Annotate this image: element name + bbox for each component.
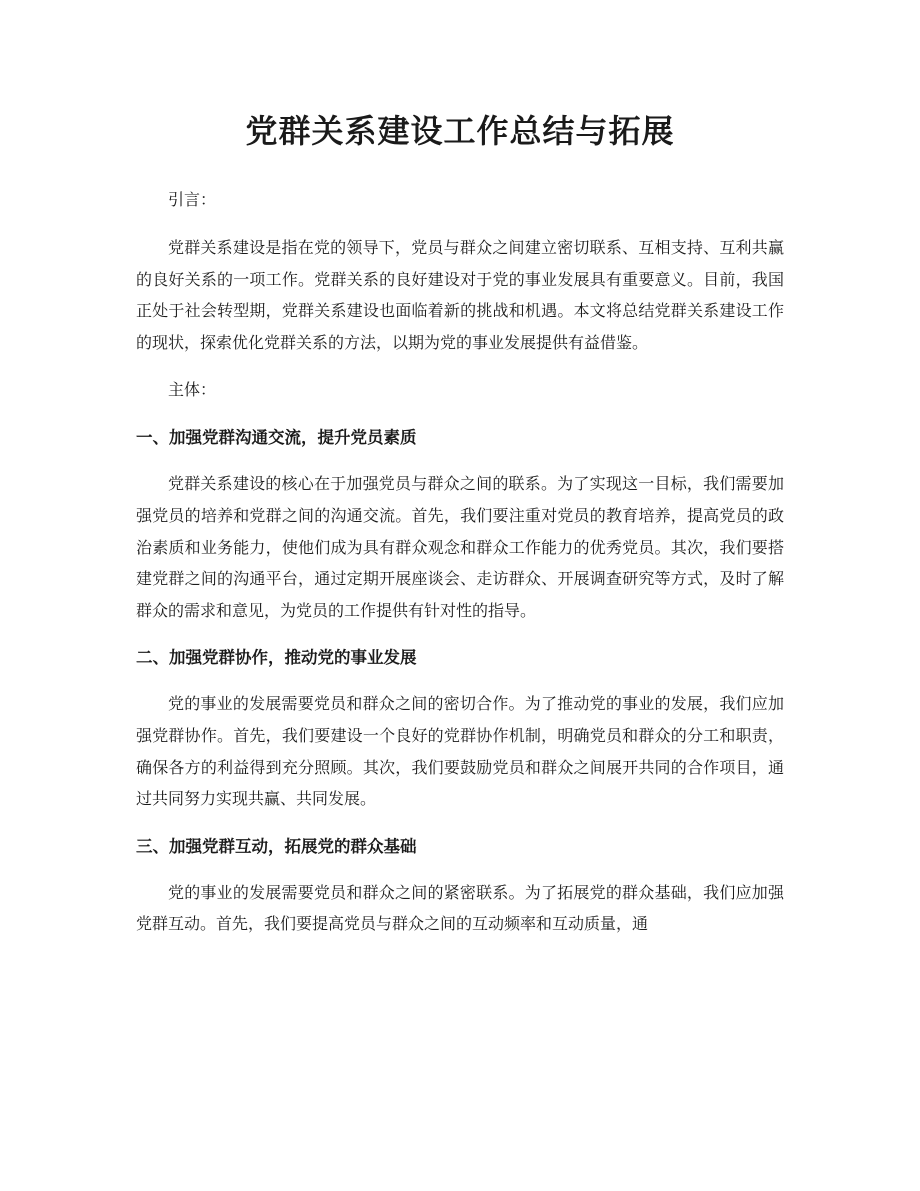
- intro-paragraph: 党群关系建设是指在党的领导下，党员与群众之间建立密切联系、互相支持、互利共赢的良好关系的一项工作。党群关系的良好建设对于党的事业发展具有重要意义。目前，我国正处于社会转型期，党群关系建设也面临着新的挑战和机遇。本文将总结党群关系建设工作的现状，探索优化党群关系的方法，以期为党的事业发展提供有益借鉴。: [136, 238, 784, 352]
- document-title: 党群关系建设工作总结与拓展: [245, 112, 675, 150]
- section-paragraph: 党的事业的发展需要党员和群众之间的紧密联系。为了拓展党的群众基础，我们应加强党群互动。首先，我们要提高党员与群众之间的互动频率和互动质量，通: [136, 882, 784, 934]
- section-paragraph: 党群关系建设的核心在于加强党员与群众之间的联系。为了实现这一目标，我们需要加强党员的培养和党群之间的沟通交流。首先，我们要注重对党员的教育培养，提高党员的政治素质和业务能力，使他们成为具有群众观念和群众工作能力的优秀党员。其次，我们要搭建党群之间的沟通平台，通过定期开展座谈会、走访群众、开展调查研究等方式，及时了解群众的需求和意见，为党员的工作提供有针对性的指导。: [136, 474, 784, 620]
- section-1: [136, 422, 784, 626]
- section-heading: 一、加强党群沟通交流，提升党员素质: [136, 428, 417, 448]
- section-heading: 二、加强党群协作，推动党的事业发展: [136, 648, 417, 668]
- section-2: [136, 642, 784, 814]
- section-paragraph: 党的事业的发展需要党员和群众之间的密切合作。为了推动党的事业的发展，我们应加强党群协作。首先，我们要建设一个良好的党群协作机制，明确党员和群众的分工和职责，确保各方的利益得到充分照顾。其次，我们要鼓励党员和群众之间展开共同的合作项目，通过共同努力实现共赢、共同发展。: [136, 694, 784, 809]
- body-label: 主体：: [168, 380, 217, 400]
- section-3: [136, 831, 784, 940]
- intro-label: 引言：: [168, 190, 217, 209]
- section-heading: 三、加强党群互动，拓展党的群众基础: [136, 836, 417, 856]
